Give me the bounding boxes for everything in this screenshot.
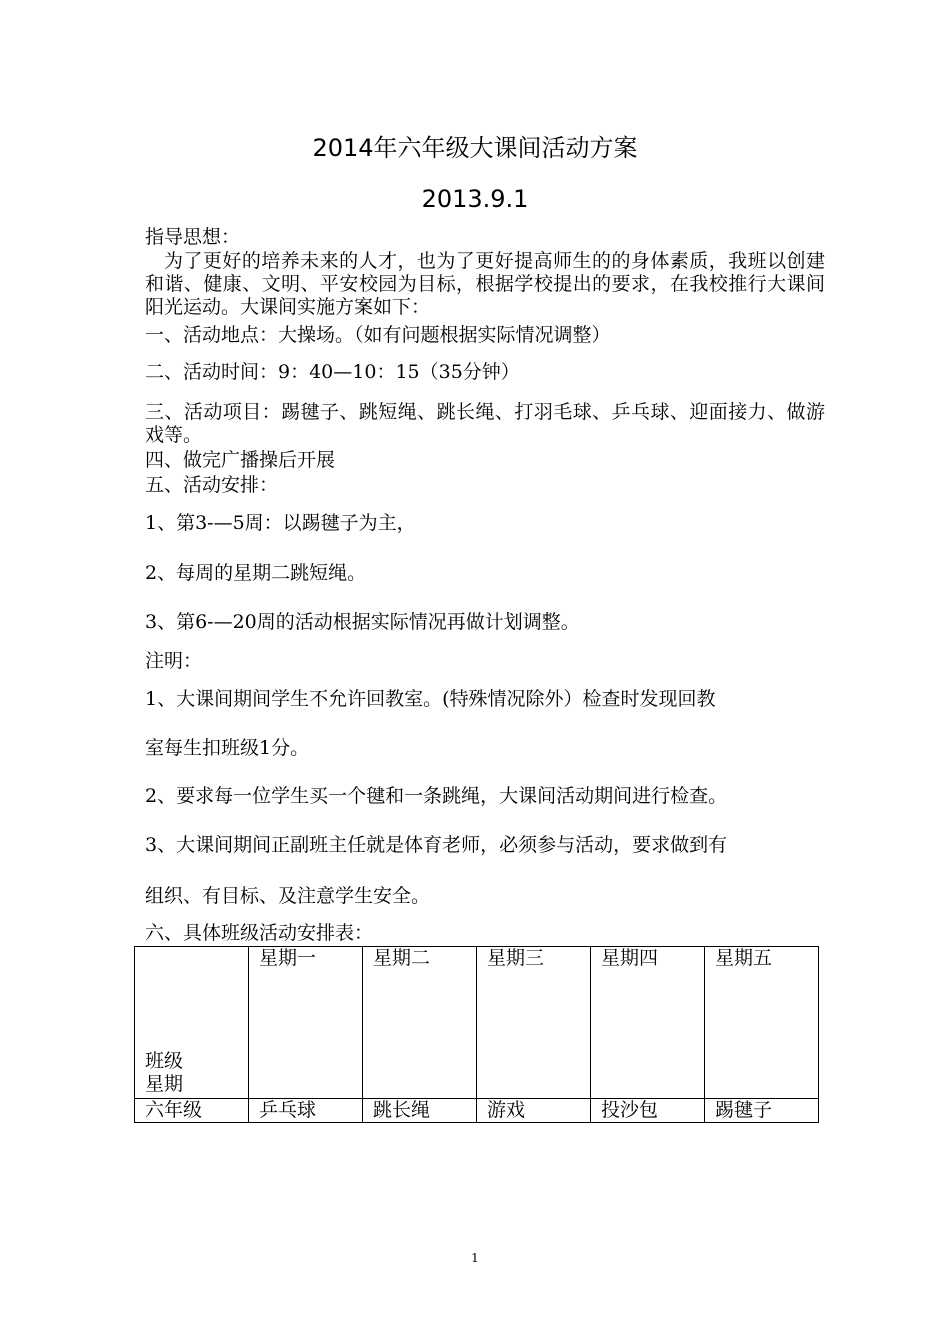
note-1-line-2: 室每生扣班级1分。 [145, 737, 310, 759]
item-arrangement: 五、活动安排： [145, 474, 279, 496]
note-3-line-1: 3、大课间期间正副班主任就是体育老师，必须参与活动，要求做到有 [145, 834, 728, 856]
activity-cell-mon: 乒乓球 [249, 1099, 363, 1123]
item-activities: 三、活动项目：踢毽子、跳短绳、跳长绳、打羽毛球、乒乓球、迎面接力、做游戏等。 [145, 401, 825, 446]
arrangement-3: 3、第6-—20周的活动根据实际情况再做计划调整。 [145, 611, 580, 633]
day-header-wed: 星期三 [477, 947, 591, 1099]
arrangement-2: 2、每周的星期二跳短绳。 [145, 562, 367, 584]
day-header-tue: 星期二 [363, 947, 477, 1099]
schedule-table [134, 946, 819, 1123]
activity-cell-wed: 游戏 [477, 1099, 591, 1123]
corner-label-class: 班级 [145, 1050, 184, 1072]
note-1-line-1: 1、大课间期间学生不允许回教室。(特殊情况除外）检查时发现回教 [145, 688, 716, 710]
item-schedule-heading: 六、具体班级活动安排表： [145, 922, 374, 944]
note-3-line-2: 组织、有目标、及注意学生安全。 [145, 885, 431, 907]
item-location: 一、活动地点：大操场。（如有问题根据实际情况调整） [145, 324, 611, 346]
day-header-thu: 星期四 [591, 947, 705, 1099]
activity-cell-fri: 踢毽子 [705, 1099, 819, 1123]
schedule-corner-cell [135, 947, 249, 1099]
guiding-heading: 指导思想： [145, 226, 241, 248]
schedule-header-row [135, 947, 819, 1099]
document-title: 2014年六年级大课间活动方案 [312, 134, 638, 162]
corner-label-weekday: 星期 [145, 1073, 184, 1095]
day-header-fri: 星期五 [705, 947, 819, 1099]
item-after-exercise: 四、做完广播操后开展 [145, 449, 336, 471]
activity-cell-thu: 投沙包 [591, 1099, 705, 1123]
item-time: 二、活动时间：9：40—10：15（35分钟） [145, 361, 520, 383]
day-header-mon: 星期一 [249, 947, 363, 1099]
note-2: 2、要求每一位学生买一个毽和一条跳绳，大课间活动期间进行检查。 [145, 785, 728, 807]
document-date: 2013.9.1 [421, 185, 529, 213]
schedule-row [135, 1099, 819, 1123]
class-name-cell: 六年级 [135, 1099, 249, 1123]
page-number: 1 [471, 1251, 479, 1265]
notes-heading: 注明： [145, 650, 203, 672]
arrangement-1: 1、第3-—5周：以踢毽子为主， [145, 512, 416, 534]
guiding-text: 为了更好的培养未来的人才，也为了更好提高师生的的身体素质，我班以创建和谐、健康、文明、平安校园为目标，根据学校提出的要求，在我校推行大课间阳光运动。大课间实施方案如下： [145, 250, 825, 318]
activity-cell-tue: 跳长绳 [363, 1099, 477, 1123]
